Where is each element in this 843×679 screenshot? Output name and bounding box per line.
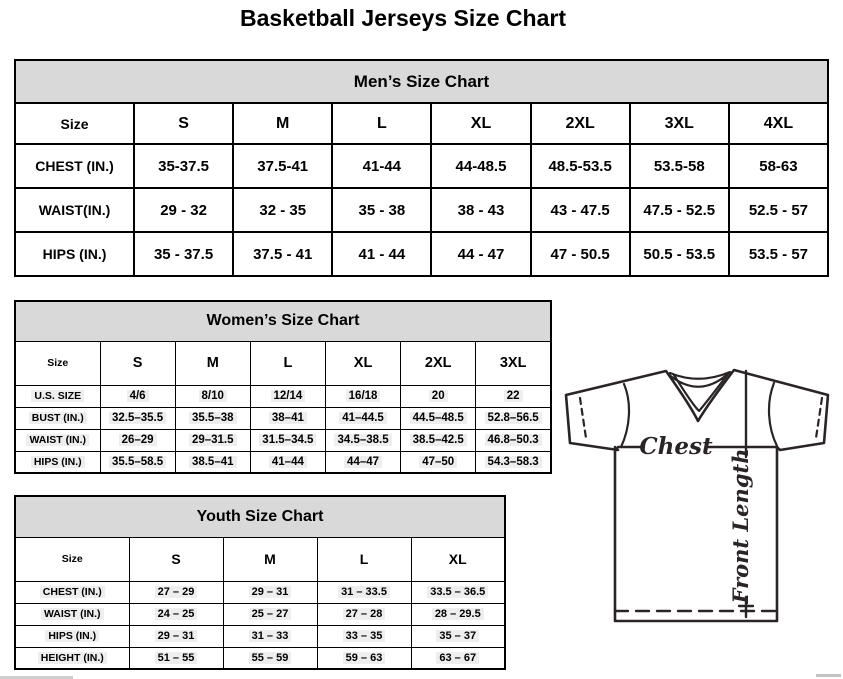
youth-table-title: Youth Size Chart — [15, 496, 505, 537]
youth-size-header-row — [15, 537, 505, 581]
page-title: Basketball Jerseys Size Chart — [239, 5, 566, 31]
womens-table-body — [15, 385, 551, 473]
size-column-header: S — [129, 537, 223, 581]
bottom-right-edge-artifact — [816, 674, 841, 677]
size-column-header: M — [223, 537, 317, 581]
size-value-cell: 46.8–50.3 — [476, 429, 551, 451]
size-value-cell: 43 - 47.5 — [531, 188, 630, 232]
size-column-header: 2XL — [401, 341, 476, 385]
size-value-cell: 35.5–58.5 — [100, 451, 175, 473]
size-value-cell: 38 - 43 — [431, 188, 530, 232]
size-value-cell: 48.5-53.5 — [531, 144, 630, 188]
size-value-cell: 44–47 — [325, 451, 400, 473]
size-value-cell: 50.5 - 53.5 — [630, 232, 729, 276]
size-column-header: L — [332, 103, 431, 144]
mens-size-header-row — [15, 103, 828, 144]
size-header-label: Size — [15, 341, 100, 385]
table-row — [15, 625, 505, 647]
size-value-cell: 44 - 47 — [431, 232, 530, 276]
size-column-header: L — [250, 341, 325, 385]
size-value-cell: 41 - 44 — [332, 232, 431, 276]
row-label: CHEST (IN.) — [15, 144, 134, 188]
size-value-cell: 63 – 67 — [411, 647, 505, 669]
size-value-cell: 35.5–38 — [175, 407, 250, 429]
size-value-cell: 32.5–35.5 — [100, 407, 175, 429]
size-value-cell: 35-37.5 — [134, 144, 233, 188]
row-label: HIPS (IN.) — [15, 451, 100, 473]
size-value-cell: 29 - 32 — [134, 188, 233, 232]
size-value-cell: 41–44 — [250, 451, 325, 473]
row-label: HIPS (IN.) — [15, 232, 134, 276]
youth-table-body — [15, 581, 505, 669]
size-value-cell: 25 – 27 — [223, 603, 317, 625]
table-row — [15, 429, 551, 451]
jersey-measurement-diagram — [562, 358, 843, 630]
size-value-cell: 4/6 — [100, 385, 175, 407]
row-label: WAIST (IN.) — [15, 603, 129, 625]
size-value-cell: 53.5-58 — [630, 144, 729, 188]
size-value-cell: 31.5–34.5 — [250, 429, 325, 451]
row-label: WAIST(IN.) — [15, 188, 134, 232]
table-row — [15, 581, 505, 603]
chest-label: Chest — [639, 433, 713, 460]
size-value-cell: 8/10 — [175, 385, 250, 407]
size-value-cell: 47 - 50.5 — [531, 232, 630, 276]
size-value-cell: 20 — [401, 385, 476, 407]
size-column-header: 3XL — [476, 341, 551, 385]
size-value-cell: 29 – 31 — [223, 581, 317, 603]
size-value-cell: 38.5–41 — [175, 451, 250, 473]
size-value-cell: 22 — [476, 385, 551, 407]
size-value-cell: 27 – 29 — [129, 581, 223, 603]
table-row — [15, 603, 505, 625]
size-value-cell: 44-48.5 — [431, 144, 530, 188]
size-value-cell: 31 – 33.5 — [317, 581, 411, 603]
table-row — [15, 407, 551, 429]
size-value-cell: 33.5 – 36.5 — [411, 581, 505, 603]
size-column-header: L — [317, 537, 411, 581]
womens-size-table — [14, 300, 552, 474]
row-label: BUST (IN.) — [15, 407, 100, 429]
mens-table-title: Men’s Size Chart — [15, 60, 828, 103]
size-column-header: 4XL — [729, 103, 828, 144]
size-value-cell: 54.3–58.3 — [476, 451, 551, 473]
table-row — [15, 232, 828, 276]
size-value-cell: 26–29 — [100, 429, 175, 451]
size-value-cell: 58-63 — [729, 144, 828, 188]
womens-table-title: Women’s Size Chart — [15, 301, 551, 341]
size-value-cell: 55 – 59 — [223, 647, 317, 669]
size-value-cell: 29 – 31 — [129, 625, 223, 647]
size-value-cell: 24 – 25 — [129, 603, 223, 625]
table-row — [15, 451, 551, 473]
size-value-cell: 52.5 - 57 — [729, 188, 828, 232]
size-value-cell: 12/14 — [250, 385, 325, 407]
row-label: HIPS (IN.) — [15, 625, 129, 647]
size-value-cell: 35 - 37.5 — [134, 232, 233, 276]
size-value-cell: 38.5–42.5 — [401, 429, 476, 451]
size-value-cell: 41–44.5 — [325, 407, 400, 429]
size-value-cell: 35 – 37 — [411, 625, 505, 647]
size-value-cell: 47–50 — [401, 451, 476, 473]
mens-table-title-row — [15, 60, 828, 103]
size-column-header: XL — [411, 537, 505, 581]
table-row — [15, 188, 828, 232]
youth-size-table — [14, 495, 506, 670]
size-value-cell: 38–41 — [250, 407, 325, 429]
table-row — [15, 385, 551, 407]
front-length-label: Front Length — [728, 448, 753, 604]
size-value-cell: 27 – 28 — [317, 603, 411, 625]
size-value-cell: 28 – 29.5 — [411, 603, 505, 625]
size-value-cell: 32 - 35 — [233, 188, 332, 232]
row-label: HEIGHT (IN.) — [15, 647, 129, 669]
size-value-cell: 47.5 - 52.5 — [630, 188, 729, 232]
womens-size-header-row — [15, 341, 551, 385]
size-column-header: 2XL — [531, 103, 630, 144]
size-value-cell: 29–31.5 — [175, 429, 250, 451]
row-label: WAIST (IN.) — [15, 429, 100, 451]
size-column-header: XL — [431, 103, 530, 144]
size-column-header: XL — [325, 341, 400, 385]
size-column-header: M — [233, 103, 332, 144]
youth-table-title-row — [15, 496, 505, 537]
size-value-cell: 44.5–48.5 — [401, 407, 476, 429]
size-value-cell: 37.5-41 — [233, 144, 332, 188]
size-column-header: 3XL — [630, 103, 729, 144]
table-row — [15, 647, 505, 669]
size-value-cell: 37.5 - 41 — [233, 232, 332, 276]
size-value-cell: 51 – 55 — [129, 647, 223, 669]
size-value-cell: 34.5–38.5 — [325, 429, 400, 451]
size-value-cell: 53.5 - 57 — [729, 232, 828, 276]
size-column-header: S — [134, 103, 233, 144]
size-column-header: S — [100, 341, 175, 385]
row-label: CHEST (IN.) — [15, 581, 129, 603]
size-header-label: Size — [15, 537, 129, 581]
size-header-label: Size — [15, 103, 134, 144]
size-value-cell: 35 - 38 — [332, 188, 431, 232]
row-label: U.S. SIZE — [15, 385, 100, 407]
womens-table-title-row — [15, 301, 551, 341]
size-value-cell: 59 – 63 — [317, 647, 411, 669]
size-value-cell: 16/18 — [325, 385, 400, 407]
table-row — [15, 144, 828, 188]
size-value-cell: 41-44 — [332, 144, 431, 188]
mens-size-table — [14, 59, 829, 277]
mens-table-body — [15, 144, 828, 276]
size-value-cell: 52.8–56.5 — [476, 407, 551, 429]
size-value-cell: 33 – 35 — [317, 625, 411, 647]
size-column-header: M — [175, 341, 250, 385]
size-value-cell: 31 – 33 — [223, 625, 317, 647]
